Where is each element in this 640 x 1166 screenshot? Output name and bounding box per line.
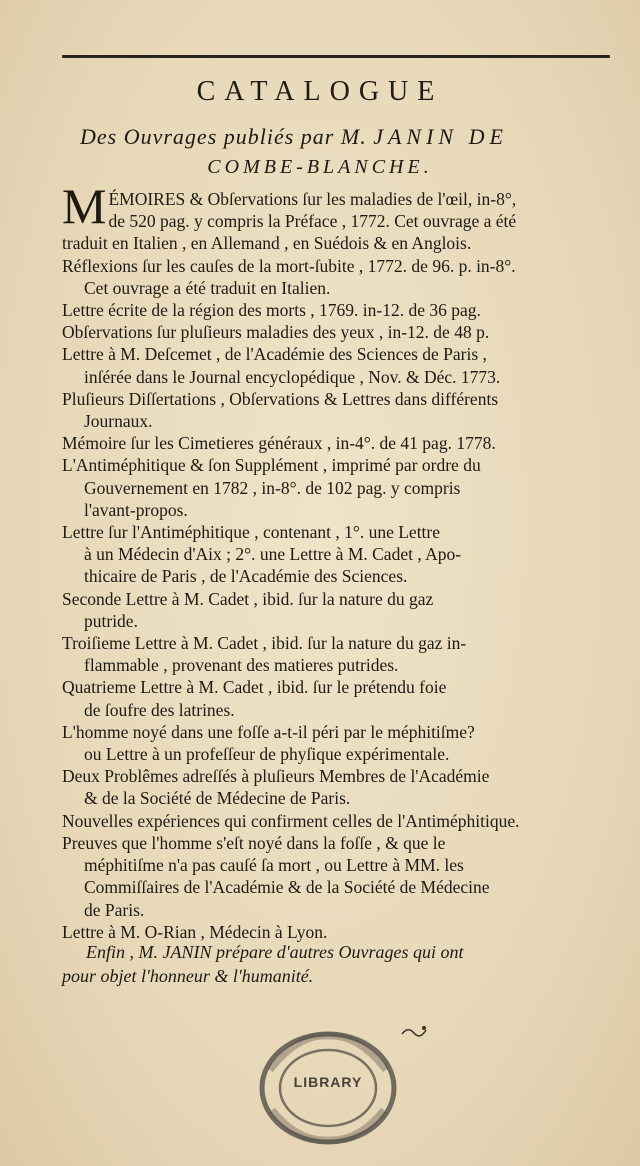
catalogue-entry (62, 676, 620, 720)
entry-line: Quatrieme Lettre à M. Cadet , ibid. ſur le prétendu foie (62, 677, 447, 698)
entry-line: Obſervations ſur pluſieurs maladies des yeux , in-12. de 48 p. (62, 322, 490, 343)
catalogue-entry (62, 180, 620, 255)
library-stamp (258, 1030, 398, 1146)
entry-line: inſérée dans le Journal encyclopédique , Nov. & Déc. 1773. (84, 366, 501, 387)
ornament-icon (400, 1024, 428, 1042)
entry-line: Seconde Lettre à M. Cadet , ibid. ſur la nature du gaz (62, 588, 434, 609)
entry-line: L'homme noyé dans une foſſe a-t-il péri par le méphitiſme? (62, 721, 475, 742)
stamp-label: LIBRARY (293, 1074, 363, 1090)
entry-line: traduit en Italien , en Allemand , en Suédois & en Anglois. (62, 233, 472, 254)
catalogue-entry (62, 321, 620, 343)
entry-line: de 520 pag. y compris la Préface , 1772. Cet ouvrage a été (108, 211, 517, 232)
entry-line: Journaux. (84, 411, 153, 432)
subtitle-prefix: Des Ouvrages publiés par M. (80, 124, 367, 149)
drop-cap: M (62, 178, 107, 234)
catalogue-entry (62, 388, 620, 432)
catalogue-entry (62, 632, 620, 676)
entry-line: Réflexions ſur les cauſes de la mort-ſubite , 1772. de 96. p. in-8°. (62, 255, 516, 276)
catalogue-entry (62, 765, 620, 809)
closing-paragraph (62, 940, 620, 988)
entry-line: Cet ouvrage a été traduit en Italien. (84, 277, 331, 298)
top-rule (62, 55, 610, 58)
entry-line: Lettre à M. Deſcemet , de l'Académie des Sciences de Paris , (62, 344, 487, 365)
entry-line: l'avant-propos. (84, 499, 188, 520)
catalogue-entry (62, 810, 620, 832)
closing-line: Enfin , M. JANIN prépare d'autres Ouvrages qui ont (86, 942, 464, 962)
catalogue-entry (62, 521, 620, 588)
entry-line: Preuves que l'homme s'eſt noyé dans la foſſe , & que le (62, 832, 446, 853)
page-title: CATALOGUE (196, 76, 444, 107)
entry-line: Deux Problêmes adreſſés à pluſieurs Membres de l'Académie (62, 766, 490, 787)
entry-line: à un Médecin d'Aix ; 2°. une Lettre à M. Cadet , Apo- (84, 544, 462, 565)
entry-line: Gouvernement en 1782 , in-8°. de 102 pag. y compris (84, 477, 461, 498)
catalogue-entry (62, 454, 620, 521)
entry-line: Lettre ſur l'Antiméphitique , contenant , 1°. une Lettre (62, 522, 441, 543)
subtitle-line-2: COMBE-BLANCHE. (207, 156, 433, 178)
entry-line: L'Antiméphitique & ſon Supplément , imprimé par ordre du (62, 455, 481, 476)
catalogue-entry (62, 588, 620, 632)
subtitle-line-1 (80, 124, 620, 150)
catalogue-entry (62, 432, 620, 454)
entry-line: flammable , provenant des matieres putrides. (84, 655, 399, 676)
entry-line: de ſoufre des latrines. (84, 699, 235, 720)
entry-line: Troiſieme Lettre à M. Cadet , ibid. ſur la nature du gaz in- (62, 633, 467, 654)
entry-line: méphitiſme n'a pas cauſé ſa mort , ou Lettre à MM. les (84, 855, 464, 876)
entry-line: Lettre à M. O-Rian , Médecin à Lyon. (62, 921, 328, 942)
entry-line: & de la Société de Médecine de Paris. (84, 788, 351, 809)
entry-line: Commiſſaires de l'Académie & de la Société de Médecine (84, 877, 490, 898)
catalogue-entry (62, 299, 620, 321)
entry-line: thicaire de Paris , de l'Académie des Sciences. (84, 566, 408, 587)
entry-line: Pluſieurs Diſſertations , Obſervations & Lettres dans différents (62, 388, 499, 409)
entry-line: putride. (84, 610, 138, 631)
entry-line: Lettre écrite de la région des morts , 1769. in-12. de 36 pag. (62, 300, 481, 321)
catalogue-entries (62, 180, 620, 943)
entry-line: ou Lettre à un profeſſeur de phyſique expérimentale. (84, 744, 450, 765)
closing-line: pour objet l'honneur & l'humanité. (62, 966, 314, 986)
catalogue-entry (62, 343, 620, 387)
author-name: JANIN DE (373, 124, 508, 149)
entry-line: Nouvelles expériences qui confirment celles de l'Antiméphitique. (62, 810, 520, 831)
entry-line: ÉMOIRES & Obſervations ſur les maladies de l'œil, in-8°, (108, 189, 517, 209)
catalogue-entry (62, 832, 620, 921)
catalogue-entry (62, 721, 620, 765)
entry-line: Mémoire ſur les Cimetieres généraux , in-4°. de 41 pag. 1778. (62, 433, 496, 454)
entry-line: de Paris. (84, 899, 145, 920)
catalogue-entry (62, 255, 620, 299)
